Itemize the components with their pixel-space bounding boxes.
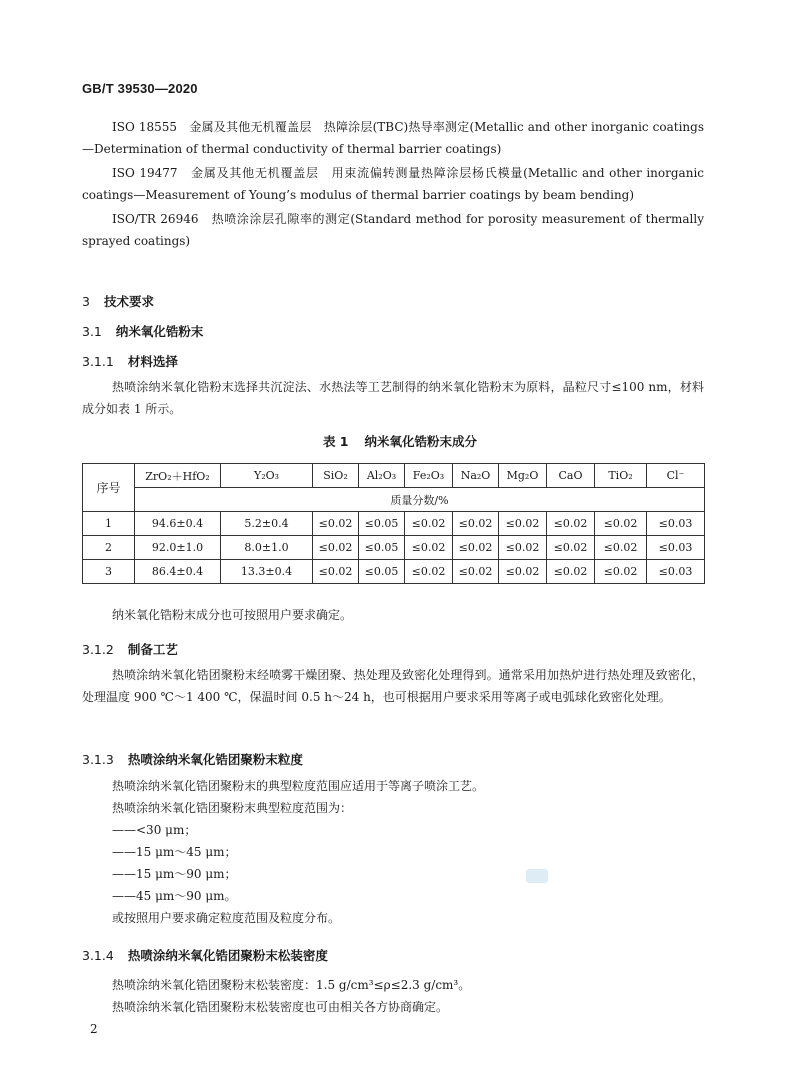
table-caption — [0, 432, 800, 450]
table-cell: ≤0.02 — [453, 560, 499, 584]
standard-code: GB/T 39530—2020 — [82, 81, 198, 96]
table-cell: ≤0.02 — [499, 560, 547, 584]
table-cell: 86.4±0.4 — [135, 560, 221, 584]
table-cell: ≤0.03 — [647, 512, 705, 536]
table-cell: ≤0.02 — [405, 560, 453, 584]
section-title: 技术要求 — [103, 294, 154, 309]
particle-size-range: ——15 μm～90 μm； — [112, 867, 237, 881]
section-number: 3.1.1 — [82, 354, 114, 369]
table-cell: 8.0±1.0 — [221, 536, 313, 560]
table-header-cell: Na₂O — [453, 464, 499, 488]
table-row — [83, 536, 705, 560]
table-number: 表 1 — [322, 434, 349, 449]
section-title: 热喷涂纳米氧化锆团聚粉末粒度 — [127, 752, 303, 767]
preparation-paragraph: 热喷涂纳米氧化锆团聚粉末经喷雾干燥团聚、热处理及致密化处理得到。通常采用加热炉进行热处理及致密化，处理温度 900 ℃～1 400 ℃，保温时间 0.5 h～24 h，也可根据用户要求采用等离子或电弧球化致密化处理。 — [82, 668, 704, 704]
table-header-cell: ZrO₂＋HfO₂ — [135, 464, 221, 488]
table-note: 纳米氧化锆粉末成分也可按照用户要求确定。 — [112, 608, 353, 622]
table-cell: ≤0.02 — [313, 536, 359, 560]
table-cell: ≤0.02 — [595, 560, 647, 584]
section-title: 制备工艺 — [127, 642, 178, 657]
table-cell: 5.2±0.4 — [221, 512, 313, 536]
table-header-cell: Cl⁻ — [647, 464, 705, 488]
table-cell: ≤0.05 — [359, 560, 405, 584]
reference-item: ISO 19477 金属及其他无机覆盖层 用束流偏转测量热障涂层杨氏模量(Metallic and other inorganic coatings—Measurement of Young’s modulus of thermal barrier coatings by beam bending) — [82, 166, 704, 202]
table-cell: ≤0.02 — [453, 536, 499, 560]
particle-size-range: ——15 μm～45 μm； — [112, 845, 237, 859]
table-cell: ≤0.05 — [359, 512, 405, 536]
table-header-seq: 序号 — [83, 464, 135, 512]
table-unit-cell: 质量分数/% — [135, 488, 705, 512]
composition-table — [82, 463, 705, 584]
section-title: 材料选择 — [127, 354, 178, 369]
table-cell: ≤0.03 — [647, 536, 705, 560]
table-row — [83, 512, 705, 536]
section-number: 3.1.3 — [82, 752, 114, 767]
table-header-cell: CaO — [547, 464, 595, 488]
table-header-cell: Al₂O₃ — [359, 464, 405, 488]
particle-size-range: ——<30 μm； — [112, 823, 197, 837]
table-cell: ≤0.02 — [313, 560, 359, 584]
section-heading-3-1 — [82, 322, 203, 340]
section-title: 纳米氧化锆粉末 — [115, 324, 204, 339]
table-cell: ≤0.02 — [499, 512, 547, 536]
reference-item: ISO 18555 金属及其他无机覆盖层 热障涂层(TBC)热导率测定(Metallic and other inorganic coatings—Determination of thermal conductivity of thermal barrier coatings) — [82, 120, 704, 156]
table-cell: ≤0.02 — [453, 512, 499, 536]
table-cell: ≤0.02 — [547, 512, 595, 536]
table-cell: 1 — [83, 512, 135, 536]
table-title: 纳米氧化锆粉末成分 — [364, 434, 478, 449]
table-cell: ≤0.02 — [405, 536, 453, 560]
table-header-cell: Fe₂O₃ — [405, 464, 453, 488]
table-header-cell: SiO₂ — [313, 464, 359, 488]
reference-item: ISO/TR 26946 热喷涂涂层孔隙率的测定(Standard method for porosity measurement of thermally sprayed coatings) — [82, 212, 704, 248]
table-header-cell: TiO₂ — [595, 464, 647, 488]
table-cell: ≤0.02 — [405, 512, 453, 536]
section-heading-3-1-4 — [82, 946, 328, 964]
table-cell: ≤0.02 — [547, 560, 595, 584]
density-block — [82, 974, 704, 1018]
table-cell: ≤0.02 — [595, 536, 647, 560]
normative-references — [82, 116, 704, 252]
section-heading-3-1-1 — [82, 352, 178, 370]
section-title: 热喷涂纳米氧化锆团聚粉末松装密度 — [127, 948, 328, 963]
table-cell: ≤0.02 — [499, 536, 547, 560]
section-heading-3-1-2 — [82, 640, 178, 658]
page-number: 2 — [90, 1022, 98, 1036]
table-header-row — [83, 464, 705, 488]
table-cell: ≤0.02 — [595, 512, 647, 536]
section-heading-3-1-3 — [82, 750, 303, 768]
density-line: 热喷涂纳米氧化锆团聚粉末松装密度也可由相关各方协商确定。 — [112, 1000, 449, 1014]
particle-size-block — [82, 775, 704, 929]
particle-size-line: 或按照用户要求确定粒度范围及粒度分布。 — [112, 911, 341, 925]
table-cell: 94.6±0.4 — [135, 512, 221, 536]
section-heading-3 — [82, 292, 154, 310]
table-header-cell: Mg₂O — [499, 464, 547, 488]
table-unit-row — [83, 488, 705, 512]
table-cell: 2 — [83, 536, 135, 560]
table-header-cell: Y₂O₃ — [221, 464, 313, 488]
table-row — [83, 560, 705, 584]
section-number: 3.1.2 — [82, 642, 114, 657]
table-cell: 3 — [83, 560, 135, 584]
watermark-icon — [526, 869, 548, 883]
density-line: 热喷涂纳米氧化锆团聚粉末松装密度：1.5 g/cm³≤ρ≤2.3 g/cm³。 — [112, 978, 471, 992]
table-cell: ≤0.02 — [547, 536, 595, 560]
table-cell: 92.0±1.0 — [135, 536, 221, 560]
section-number: 3.1 — [82, 324, 102, 339]
material-selection-paragraph: 热喷涂纳米氧化锆粉末选择共沉淀法、水热法等工艺制得的纳米氧化锆粉末为原料，晶粒尺寸≤100 nm，材料成分如表 1 所示。 — [82, 380, 704, 416]
table-cell: ≤0.03 — [647, 560, 705, 584]
table-cell: ≤0.05 — [359, 536, 405, 560]
particle-size-line: 热喷涂纳米氧化锆团聚粉末典型粒度范围为： — [112, 801, 353, 815]
table-cell: ≤0.02 — [313, 512, 359, 536]
particle-size-line: 热喷涂纳米氧化锆团聚粉末的典型粒度范围应适用于等离子喷涂工艺。 — [112, 779, 485, 793]
section-number: 3.1.4 — [82, 948, 114, 963]
table-cell: 13.3±0.4 — [221, 560, 313, 584]
particle-size-range: ——45 μm～90 μm。 — [112, 889, 237, 903]
section-number: 3 — [82, 294, 90, 309]
